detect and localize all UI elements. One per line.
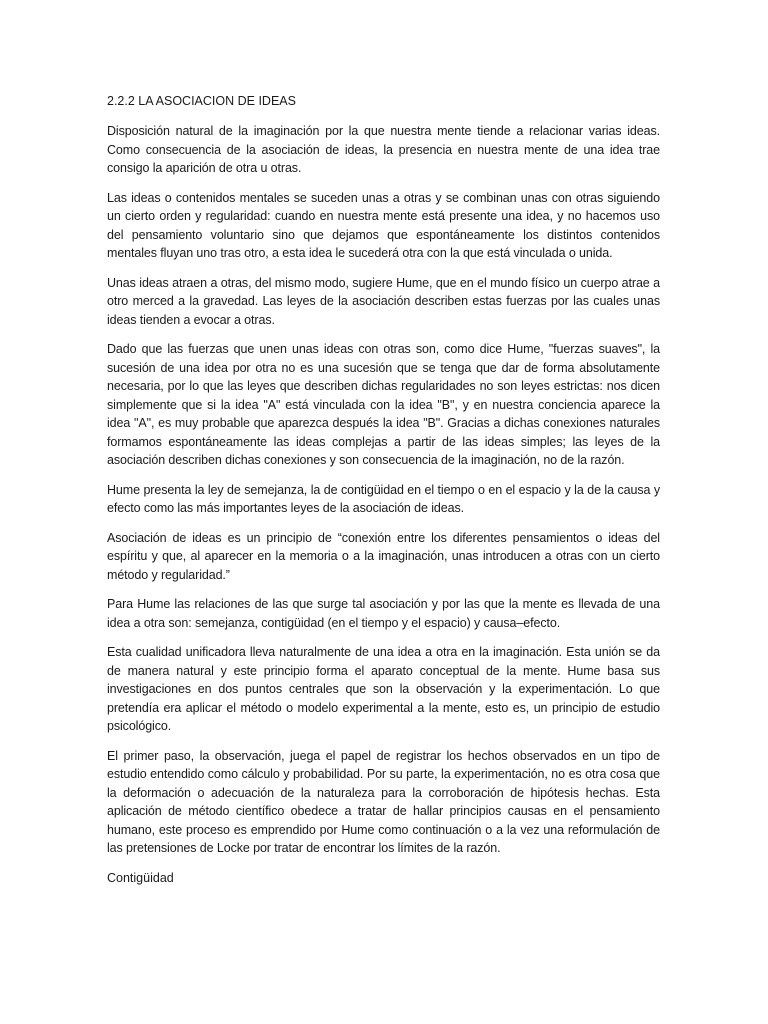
paragraph-definition: Disposición natural de la imaginación por la que nuestra mente tiende a relacionar varias ideas. Como consecuencia de la asociación de ideas, la presencia en nuestra mente de una idea trae consigo la aparición de otra u otras. — [107, 124, 660, 175]
paragraph-gravity-analogy: Unas ideas atraen a otras, del mismo modo, sugiere Hume, que en el mundo físico un cuerpo atrae a otro merced a la gravedad. Las leyes de la asociación describen estas fuerzas por las cuales unas ideas tienden a evocar a otras. — [107, 275, 660, 327]
subheading-contiguity: Contigüidad — [107, 870, 174, 885]
section-title: 2.2.2 LA ASOCIACION DE IDEAS — [107, 94, 296, 108]
paragraph-association-quote: Asociación de ideas es un principio de “conexión entre los diferentes pensamientos o ideas del espíritu y que, al aparecer en la memoria o a la imaginación, unas introducen a otras con un cierto método y regularidad.” — [107, 530, 660, 582]
paragraph-laws-of-association: Hume presenta la ley de semejanza, la de contigüidad en el tiempo o en el espacio y la de la causa y efecto como las más importantes leyes de la asociación de ideas. — [107, 482, 660, 515]
document-page — [107, 92, 660, 887]
paragraph-soft-forces: Dado que las fuerzas que unen unas ideas con otras son, como dice Hume, "fuerzas suaves", la sucesión de una idea por otra no es una sucesión que se tenga que dar de forma absolutamente necesaria, por lo que las leyes que describen dichas regularidades no son leyes estrictas: nos dicen simplemente que si la idea "A" está vinculada con la idea "B", y en nuestra conciencia aparece la idea "A", es muy probable que aparezca después la idea "B". Gracias a dichas conexiones naturales formamos espontáneamente las ideas complejas a partir de las ideas simples; las leyes de la asociación describen dichas conexiones y son consecuencia de la imaginación, no de la razón. — [107, 342, 660, 467]
paragraph-unifying-quality: Esta cualidad unificadora lleva naturalmente de una idea a otra en la imaginación. Esta unión se da de manera natural y este principio forma el aparato conceptual de la mente. Hume basa sus investigaciones en dos puntos centrales que son la observación y la experimentación. Lo que pretendía era aplicar el método o modelo experimental a la mente, esto es, un principio de estudio psicológico. — [107, 645, 660, 733]
paragraph-relations: Para Hume las relaciones de las que surge tal asociación y por las que la mente es llevada de una idea a otra son: semejanza, contigüidad (en el tiempo y el espacio) y causa–efecto. — [107, 597, 660, 630]
paragraph-order-regularity: Las ideas o contenidos mentales se suceden unas a otras y se combinan unas con otras siguiendo un cierto orden y regularidad: cuando en nuestra mente está presente una idea, y no hacemos uso del pensamiento voluntario sino que dejamos que espontáneamente los distintos contenidos mentales fluyan uno tras otro, a esta idea le sucederá otra con la que está vinculada o unida. — [107, 190, 660, 260]
paragraph-observation: El primer paso, la observación, juega el papel de registrar los hechos observados en un tipo de estudio entendido como cálculo y probabilidad. Por su parte, la experimentación, no es otra cosa que la deformación o adecuación de la naturaleza para la corroboración de hipótesis hechas. Esta aplicación de método científico obedece a tratar de hallar principios causas en el pensamiento humano, este proceso es emprendido por Hume como continuación o a la vez una reformulación de las pretensiones de Locke por tratar de encontrar los límites de la razón. — [107, 748, 660, 855]
